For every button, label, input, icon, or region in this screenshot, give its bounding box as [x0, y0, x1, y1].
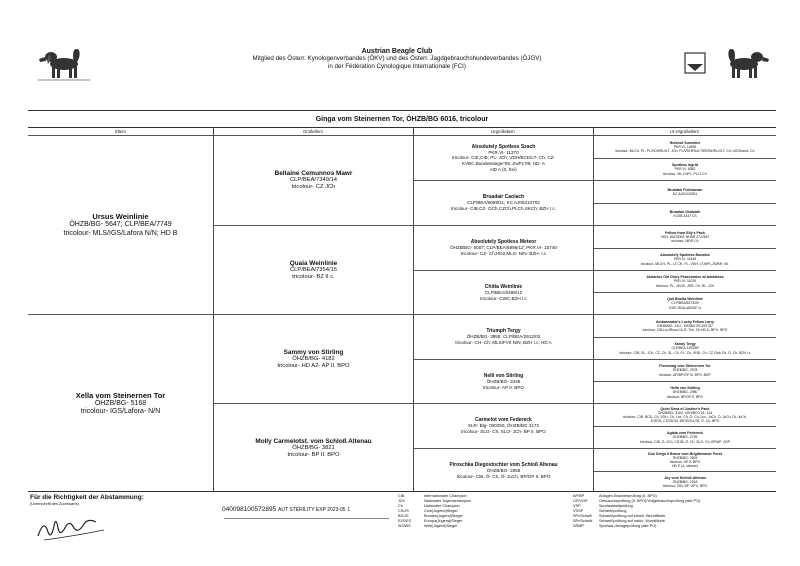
legend-item: CIB Internationaler Champion: [398, 494, 467, 498]
legend-item: AP/BP Anlagen-Brackierprüfung (II. BPO): [573, 494, 657, 498]
pedigree-detail: tricolour- CZ JCh: [291, 184, 336, 190]
great-great-grandparent: [594, 404, 776, 426]
pedigree-detail: ÖHZB/BG- 2603: [672, 455, 698, 460]
pedigree-name: Absolutely Spotless Bonafos: [660, 253, 710, 258]
legend-item: SRMP Spurlaut-/Anlageprüfung (alte PO): [573, 524, 657, 528]
pedigree-name: Ambassador's Lucky Fellow Larry: [655, 319, 715, 324]
pedigree-name: Molly Carmelotst. vom Schloß Altenau: [255, 437, 372, 445]
pedigree-name: Aglaia vom Federeck: [667, 431, 703, 436]
certificate-header: [118, 48, 676, 71]
pedigree-detail: CLP/BEA/6089/11; KC AJ05410702: [467, 200, 540, 206]
pedigree-detail: tricolour- CIB, SL- JCh, CZ- Ch, SL- Ch, PL- Ch, VHD- Ch, CZ Club Ch, Ö- Ch- BZH I.c: [619, 350, 751, 355]
pedigree-detail: CLP/BEA/5373/09: [671, 301, 699, 306]
pedigree-detail: ÖHZB/BG- 3955, CLP/BEA/2612/02: [466, 334, 541, 340]
legend-item: GP/VGP Gebrauchsprüfung (II. BPO)/Vollgebrauchsprüfung (alte PO): [573, 499, 701, 503]
pedigree-name: Bruadair Dealaidh: [669, 210, 701, 215]
pedigree-detail: PKR.VI- 8362: [674, 167, 696, 172]
pedigree-detail: tricolour- SLO- Ch, SLO- JCh- BP II. BPO: [461, 429, 546, 434]
legend-item: JCh Nationaler Jugendchampion: [398, 499, 472, 503]
pedigree-detail: CLP/BEA/7354/15: [289, 266, 338, 273]
pedigree-name: Absolutely Spotless Meteor: [470, 239, 537, 246]
grandparent: [214, 315, 413, 403]
pedigree-detail: tricolour- BZ II c.: [292, 273, 335, 280]
pedigree-detail: ÖHZB/BG- 4182: [292, 355, 335, 362]
legend-item: SPr/SchwK Schweißprüfung auf künstl. Wundfährte: [573, 514, 666, 518]
great-great-grandparent: [594, 249, 776, 270]
legend-tests: [573, 494, 700, 529]
legend-item: EJS/ES Europa(Jugend)Sieger: [398, 519, 463, 523]
pedigree-detail: ÖHZB/BG- 5007; CLP/BEA/6896/12; PKR.VI- 15740: [450, 245, 557, 251]
pedigree-detail: tricolour- CH- Ch; MLS/FVII N/N, BZH I.c; HD A: [455, 340, 552, 345]
legend-item: WJ/WS Welt(Jugend)Sieger: [398, 524, 458, 528]
legend-item: VSP Spurlautweitprüfung: [573, 504, 633, 508]
pedigree-detail: tricolour- AP/BP/GP III. BPO, BGP: [659, 372, 711, 377]
column-header-parents: Eltern: [28, 128, 213, 136]
pedigree-detail: tricolour- AP II. BPO: [482, 384, 525, 390]
membership-line-2: in der Fédération Cynologique Internationale (FCI): [328, 63, 466, 70]
pedigree-name: Triumph Tergy: [486, 328, 521, 335]
pedigree-detail: ÖHZB/BG- 5168: [94, 399, 147, 407]
pedigree-name: Hella von Stirling: [670, 386, 700, 391]
confirmation-label: Für die Richtigkeit der Abstammung:: [30, 494, 144, 501]
grandparent: [214, 404, 413, 492]
pedigree-detail: SLR- Blg- 000250, ÖHZB/BG 3172: [467, 423, 540, 429]
great-great-grandparent: [594, 226, 776, 248]
great-great-grandparent: [594, 271, 776, 292]
great-great-grandparent: [594, 204, 776, 225]
pedigree-detail: ÖHZB/BG- 2978: [672, 368, 698, 373]
legend-item: Ch Nationaler Champion: [398, 504, 460, 508]
pedigree-name: Xella vom Steinernen Tor: [75, 390, 166, 400]
pedigree-name: Alotarius Old Glory Peacemaker at Adelaidea: [646, 275, 724, 280]
pedigree-detail: KVBC,Bundessieger'08, ZwPL'09; HD- A: [462, 161, 545, 166]
pedigree-detail: tricolour- BP/GP II. BPO: [666, 394, 704, 399]
pedigree-detail: tricolour- IGS/Lafora- N/N: [80, 408, 161, 415]
pedigree-name: Nelli von Stirling: [483, 372, 524, 379]
pedigree-detail: tricolour- PL- JKOS- JKR- Ch; RL- JCh: [655, 283, 715, 288]
pedigree-detail: PKR.VI- 11029: [673, 279, 697, 284]
great-grandparent: [414, 181, 593, 225]
great-grandparent: [414, 136, 593, 180]
pedigree-detail: tricolour- MRR Ch: [671, 239, 699, 243]
pedigree-detail: ÖHZB/BG- 2739: [672, 435, 698, 440]
dog-title: Ginga vom Steinernen Tor, ÖHZB/BG 6016, tricolour: [28, 110, 776, 128]
column-header-grandparents: Großeltern: [213, 128, 413, 136]
club-name: Austrian Beagle Club: [361, 48, 433, 55]
microchip-number: 040098100572895: [222, 506, 277, 513]
pedigree-name: Flemming vom Steinernen Tor: [659, 364, 711, 369]
pedigree-detail: EJS'02, CS'03/'04, BS'03/'04,'05, Ö- Ch, BPO: [650, 419, 720, 424]
pedigree-detail: CWC,HDA=AB,BZ I.c: [668, 305, 702, 310]
pedigree-detail: ÖHZB/BG- 2858: [486, 467, 521, 473]
pedigree-detail: tricolour- MLCh- PL; PL/VDH/RU/LT- JCh; PL/VDH/RU/LT/EE/BLR/LV/LT- Ch; LIE/Grand- Ch: [615, 149, 755, 153]
pedigree-detail: tricolour- CZ- Ch;HD2;MLS- N/N- BZH- I.c: [460, 251, 547, 256]
pedigree-detail: HD E (4, schwer): [672, 464, 698, 469]
great-great-grandparent: [594, 293, 776, 314]
pedigree-detail: tricolour- ML,ChPL; PLLT-Ch: [663, 171, 707, 176]
pedigree-name: Sammy von Stirling: [283, 348, 344, 356]
microchip-note: AUT STERILITY EXP 2023-05: [278, 507, 346, 513]
pedigree-detail: tricolour- CIB,CZ- GCh,CZCh,PLCh,SKCh; BZH I c.: [451, 206, 556, 211]
pedigree-name: Quil Bonita Weinlinie: [667, 297, 703, 302]
legend-item: SPr/SchwN Schweißprüfung auf natürl. Wundfährte: [573, 519, 665, 523]
parent-dam: [28, 315, 213, 492]
grandparent: [214, 136, 413, 225]
great-great-grandparent: [594, 315, 776, 337]
pedigree-name: Absolutely Spotless Szach: [471, 143, 536, 150]
great-great-grandparent: [594, 360, 776, 381]
pedigree-detail: PKR.VI- 10695: [673, 144, 697, 149]
pedigree-detail: ÖHZB/BG- 5647; CLP/BEA/7749: [69, 221, 172, 228]
pedigree-detail: ÖHZB/BG- 3346: [486, 378, 521, 384]
legend-item: BS/JS Bundes(Jugend)Sieger: [398, 514, 463, 518]
pedigree-name: Xandy Tergy: [674, 342, 696, 347]
pedigree-detail: tricolour- CIB, Ö- JCh, CS'08, Ö- Ch, SLO- Ch, BP/AP, VGP: [640, 439, 730, 444]
pedigree-detail: ÖHZB/BG- 3163, VDH/BCD 01- 114: [657, 410, 713, 415]
pedigree-detail: tricolour- CWC,BZH I.c: [480, 295, 527, 301]
beagle-club-logo-right: [714, 38, 774, 86]
pedigree-detail: tricolour- CIB, BP, GP II. BPO: [662, 484, 708, 488]
pedigree-name: Spotless Ingrid: [672, 163, 698, 168]
pedigree-name: Quaia Weinlinie: [289, 259, 338, 267]
legend-item: VSSP Schweißprüfung: [573, 509, 627, 513]
great-grandparent: [414, 315, 593, 359]
great-great-grandparent: [594, 181, 776, 203]
pedigree-detail: KCSB 4337 CS: [673, 214, 697, 219]
pedigree-detail: HD A (0, frei): [490, 166, 517, 172]
great-great-grandparent: [594, 136, 776, 158]
pedigree-detail: ÖHZB/BG- 2343: [672, 479, 698, 484]
pedigree-name: Bruadair Caolach: [482, 194, 525, 201]
pedigree-name: Carmelot vom Federeck: [475, 417, 532, 424]
pedigree-detail: tricolour- MLCH- PL- LT,CH- PL- VDH- LT,WPL,ZWKR; 06.: [641, 261, 729, 266]
column-header-great-great-grandparents: Ur-Urgroßeltern: [593, 128, 776, 136]
pedigree-name: Fellow from Elly's Pack: [665, 230, 705, 235]
pedigree-name: Bruadair Fulcharsan: [667, 187, 703, 192]
great-great-grandparent: [594, 382, 776, 403]
pedigree-detail: ÖHZB/BG- 2980: [672, 390, 698, 395]
okv-logo: [684, 52, 706, 74]
certificate-footer: [28, 494, 776, 548]
pedigree-detail: CLP/BEA/7349/14: [289, 177, 338, 183]
pedigree-detail: CLP/BEA 1153/99: [671, 346, 699, 351]
pedigree-detail: tricolour- HD A2- AP II. BPO: [277, 362, 350, 369]
pedigree-name: Piroschka Diegostochter vom Schloß Altenau: [449, 461, 558, 468]
pedigree-certificate: [28, 28, 776, 548]
great-grandparent: [414, 449, 593, 492]
pedigree-detail: tricolour- BP II. BPO: [287, 451, 340, 458]
grandparent: [214, 226, 413, 314]
pedigree-detail: tricolour- CIB, BCD- Ch, VDH- Ch, Lux- Ch, Ö- Ch, Lux- JuCh, Ö- JuCh, Dt- JuCh,: [623, 414, 747, 419]
great-great-grandparent: [594, 472, 776, 492]
pedigree-detail: tricolour- AP II. BPO: [669, 459, 701, 464]
pedigree-detail: KC AJ02442301: [672, 191, 698, 196]
great-grandparent: [414, 360, 593, 403]
pedigree-name: Don Diego II Bravo vom Brigittenauer Forst: [648, 451, 722, 456]
great-great-grandparent: [594, 449, 776, 471]
pedigree-detail: tricolour- MLS/IGS/Lafora N/N; HD B: [63, 229, 178, 237]
pedigree-detail: tricolour- CIE,CIB; PL- JCh; VDH/BCD/LT- Ch; CZ-: [451, 155, 556, 161]
signature-image: [32, 510, 112, 542]
pedigree-detail: tricolour- CIB, Ö- Ch, Ö- JuCh, BP/GP II. BPO: [456, 473, 551, 479]
column-header-great-grandparents: Urgroßeltern: [413, 128, 593, 136]
pedigree-name: Ursus Weinlinie: [92, 212, 149, 221]
pedigree-detail: ÖHZB/BG- 3821: [292, 444, 335, 451]
legend-titles: [398, 494, 471, 529]
great-grandparent: [414, 226, 593, 270]
pedigree-detail: ÖHZB/BG- 3117, SHSB/LOS 493757: [657, 323, 713, 328]
pedigree-name: Quiet Sena of Justine's Pack: [660, 406, 710, 411]
membership-line-1: Mitglied des Österr. Kynologenverbandes (ÖKV) und des Österr. Jagdgebrauchshundeverbandes (ÖJGV): [252, 55, 542, 62]
signature-line: [224, 518, 389, 519]
pedigree-detail: PKR.VI- 11270: [488, 149, 519, 155]
great-great-grandparent: [594, 427, 776, 448]
confirmation-sublabel: (Unterschrift des Zuchtwarts): [30, 502, 79, 506]
pedigree-name: Beltaine Cemunnos Mawr: [274, 170, 353, 177]
great-grandparent: [414, 271, 593, 314]
pedigree-detail: VDH- 804783M; NHSB 2722647: [660, 234, 710, 239]
pedigree-name: Hotshot Sunshine: [669, 140, 701, 145]
pedigree-name: Joy vom Schloß Altenau: [664, 475, 706, 480]
great-grandparent: [414, 404, 593, 448]
microchip-suffix: 1: [347, 507, 351, 513]
pedigree-name: Chitta Weinlinie: [484, 283, 523, 290]
beagle-club-logo-left: [34, 38, 94, 86]
parent-sire: [28, 136, 213, 314]
pedigree-detail: CLP/BEA/6498/12: [484, 289, 523, 295]
legend-item: CS/JS Club(Jugend)Sieger: [398, 509, 458, 513]
pedigree-detail: tricolour- CIB,Lux/Russ.Ch;Ö- Tch- Ch;HD A- BP II. BPO: [642, 328, 728, 332]
great-great-grandparent: [594, 159, 776, 180]
great-great-grandparent: [594, 338, 776, 359]
microchip-field: [222, 506, 350, 513]
pedigree-detail: PKR.VI- 11445: [673, 257, 697, 262]
pedigree-grid: [28, 128, 776, 492]
